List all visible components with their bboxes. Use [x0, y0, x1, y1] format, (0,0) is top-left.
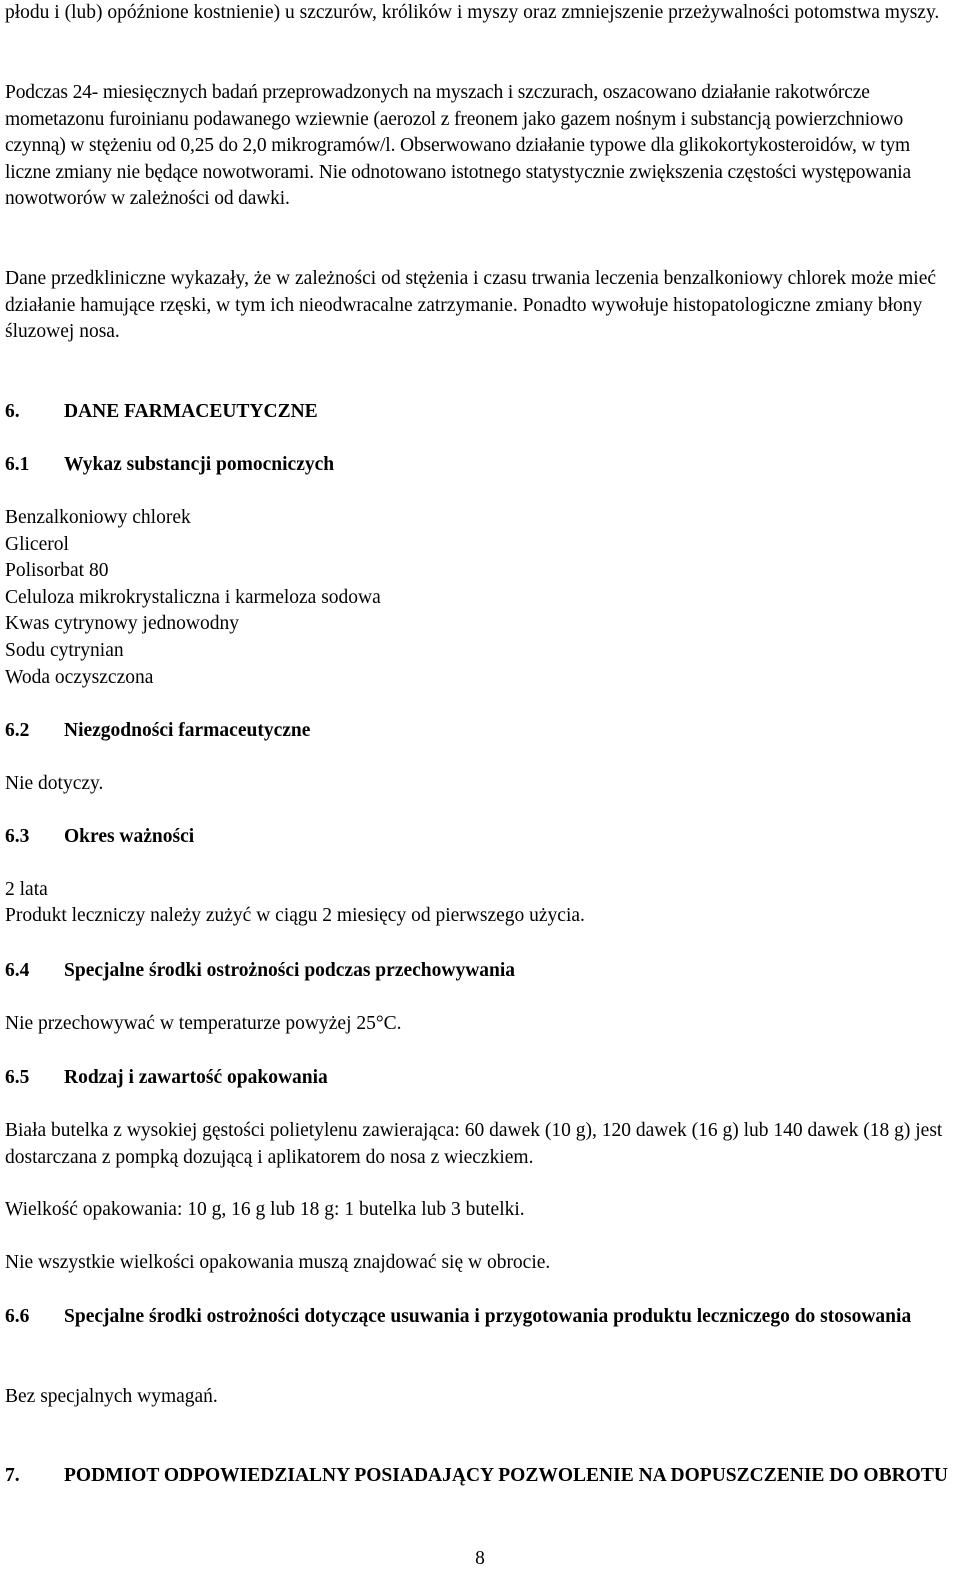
incompatibilities-text: Nie dotyczy. — [5, 773, 104, 794]
paragraph-fertility-effects: płodu i (lub) opóźnione kostnienie) u szczurów, królików i myszy oraz zmniejszenie przeżywalności potomstwa myszy. — [5, 2, 940, 23]
section-title: Specjalne środki ostrożności dotyczące usuwania i przygotowania produktu leczniczego do stosowania — [64, 1306, 912, 1327]
paragraph-carcinogenicity: Podczas 24- miesięcznych badań przeprowadzonych na myszach i szczurach, oszacowano działanie rakotwórcze mometazonu furoinianu podawanego wziewnie (aerozol z freonem jako gazem nośnym i substancją powierzchniowo czynną) w stężeniu od 0,25 do 2,0 mikrogramów/l. Obserwowano działanie typowe dla glikokortykosteroidów, w tym liczne zmiany nie będące nowotworami. Nie odnotowano istotnego statystycznie zwiększenia częstości występowania nowotworów w zależności od dawki. — [5, 82, 912, 210]
section-title: Okres ważności — [64, 826, 195, 847]
section-number: 6.1 — [5, 454, 30, 475]
section-number: 6.5 — [5, 1067, 30, 1088]
in-use-shelf-life-text: Produkt leczniczy należy zużyć w ciągu 2 miesięcy od pierwszego użycia. — [5, 905, 585, 926]
section-number: 6.3 — [5, 826, 30, 847]
section-title: PODMIOT ODPOWIEDZIALNY POSIADAJĄCY POZWOLENIE NA DOPUSZCZENIE DO OBROTU — [64, 1465, 948, 1486]
section-6-6-heading — [5, 1304, 958, 1331]
list-item: Benzalkoniowy chlorek — [5, 507, 191, 528]
section-title: Rodzaj i zawartość opakowania — [64, 1067, 328, 1088]
container-description: Biała butelka z wysokiej gęstości polietylenu zawierająca: 60 dawek (10 g), 120 dawek (16 g) lub 140 dawek (18 g) jest dostarczana z pompką dozującą i aplikatorem do nosa z wieczkiem. — [5, 1120, 943, 1168]
list-item: Woda oczyszczona — [5, 666, 154, 688]
section-6-5-heading — [5, 1065, 958, 1092]
excipients-list — [5, 505, 381, 691]
section-6-3-heading — [5, 824, 958, 851]
section-number: 6. — [5, 401, 20, 422]
paragraph-preclinical-data: Dane przedkliniczne wykazały, że w zależności od stężenia i czasu trwania leczenia benzalkoniowy chlorek może mieć działanie hamujące rzęski, w tym ich nieodwracalne zatrzymanie. Ponadto wywołuje histopatologiczne zmiany błony śluzowej nosa. — [5, 268, 937, 343]
section-title: DANE FARMACEUTYCZNE — [64, 401, 318, 422]
page-number: 8 — [475, 1548, 485, 1569]
disposal-text: Bez specjalnych wymagań. — [5, 1386, 218, 1407]
section-7-heading — [5, 1463, 958, 1490]
section-6-1-heading — [5, 452, 958, 479]
list-item: Polisorbat 80 — [5, 560, 109, 582]
marketing-note-text: Nie wszystkie wielkości opakowania muszą znajdować się w obrocie. — [5, 1252, 551, 1273]
section-number: 6.6 — [5, 1306, 30, 1327]
section-number: 7. — [5, 1465, 20, 1486]
section-6-2-heading — [5, 718, 958, 745]
section-6-heading — [5, 399, 958, 426]
storage-text: Nie przechowywać w temperaturze powyżej 25°C. — [5, 1013, 402, 1034]
section-number: 6.4 — [5, 960, 30, 981]
list-item: Kwas cytrynowy jednowodny — [5, 613, 239, 635]
section-title: Wykaz substancji pomocniczych — [64, 454, 335, 475]
section-number: 6.2 — [5, 720, 30, 741]
list-item: Celuloza mikrokrystaliczna i karmeloza sodowa — [5, 586, 381, 608]
shelf-life-text: 2 lata — [5, 879, 48, 900]
list-item: Sodu cytrynian — [5, 639, 124, 661]
pack-sizes-text: Wielkość opakowania: 10 g, 16 g lub 18 g: 1 butelka lub 3 butelki. — [5, 1199, 525, 1220]
section-6-4-heading — [5, 958, 958, 985]
section-title: Specjalne środki ostrożności podczas przechowywania — [64, 960, 516, 981]
list-item: Glicerol — [5, 533, 69, 555]
section-title: Niezgodności farmaceutyczne — [64, 720, 311, 741]
